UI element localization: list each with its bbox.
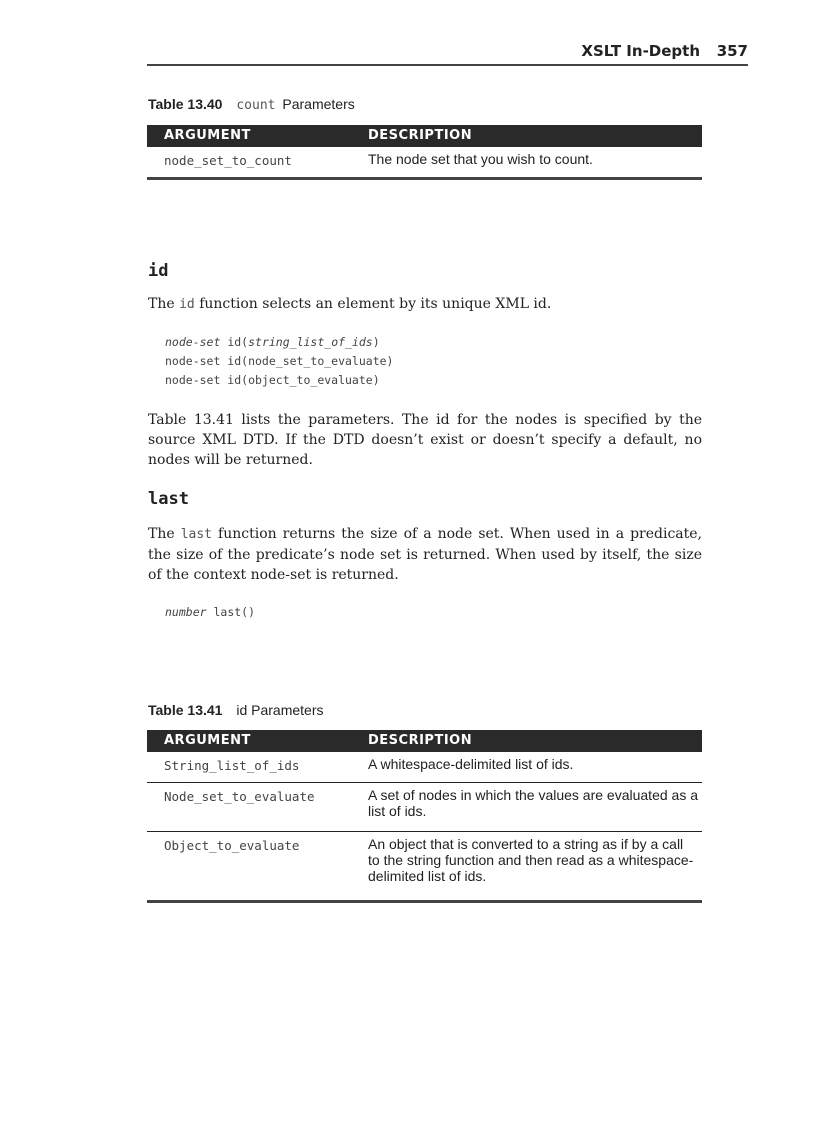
table-13-41 bbox=[147, 730, 702, 903]
last-intro-paragraph bbox=[148, 524, 702, 585]
param-name: string_list_of_ids bbox=[248, 335, 373, 349]
function-call: id( bbox=[227, 335, 249, 349]
table-header bbox=[147, 730, 702, 752]
running-head bbox=[147, 40, 748, 66]
table-number: Table 13.40 bbox=[148, 96, 223, 112]
caption-text: Parameters bbox=[282, 96, 355, 112]
table-13-41-caption bbox=[148, 702, 324, 718]
table-13-40-caption bbox=[148, 96, 355, 113]
row-description: The node set that you wish to count. bbox=[368, 151, 593, 167]
row-description: A set of nodes in which the values are evaluated as a list of ids. bbox=[368, 787, 698, 819]
table-row bbox=[147, 783, 702, 832]
table-13-40 bbox=[147, 125, 702, 180]
id-parameters-paragraph: Table 13.41 lists the parameters. The id for the nodes is specified by the source XML DTD. If the DTD doesn’t exist or doesn’t specify a default, no nodes will be returned. bbox=[148, 412, 702, 468]
function-call: last() bbox=[213, 605, 256, 619]
signature-line bbox=[165, 333, 393, 352]
caption-code: count bbox=[236, 98, 276, 113]
signature-line: node-set id(object_to_evaluate) bbox=[165, 373, 380, 387]
intro-text: function returns the size of a node set. When used in a predicate, the size of the predicate’s node set is returned. When used by itself, the size of the context node-set is returned. bbox=[148, 526, 703, 583]
signature-line: node-set id(node_set_to_evaluate) bbox=[165, 354, 394, 368]
row-description: An object that is converted to a string as if by a call to the string function and then read as a whitespace-delimited list of ids. bbox=[368, 836, 694, 884]
caption-text: id Parameters bbox=[236, 702, 324, 718]
header-description: DESCRIPTION bbox=[368, 733, 473, 748]
inline-code: last bbox=[180, 527, 212, 542]
running-head-title: XSLT In-Depth bbox=[581, 42, 700, 60]
section-heading-id: id bbox=[148, 261, 169, 281]
row-description: A whitespace-delimited list of ids. bbox=[368, 756, 574, 772]
table-row bbox=[147, 832, 702, 903]
table-header bbox=[147, 125, 702, 147]
row-argument: node_set_to_count bbox=[164, 153, 292, 168]
section-heading-last: last bbox=[148, 489, 189, 509]
row-argument: String_list_of_ids bbox=[164, 758, 300, 773]
id-intro-paragraph bbox=[148, 294, 702, 315]
header-argument: ARGUMENT bbox=[164, 733, 251, 748]
id-signatures bbox=[165, 333, 393, 390]
intro-text: The bbox=[148, 296, 180, 312]
return-type: node-set bbox=[165, 335, 221, 349]
header-argument: ARGUMENT bbox=[164, 128, 251, 143]
table-row bbox=[147, 752, 702, 783]
row-argument: Object_to_evaluate bbox=[164, 838, 300, 853]
row-argument: Node_set_to_evaluate bbox=[164, 789, 315, 804]
header-description: DESCRIPTION bbox=[368, 128, 473, 143]
close-paren: ) bbox=[372, 335, 380, 349]
intro-text: function selects an element by its unique XML id. bbox=[194, 296, 552, 312]
return-type: number bbox=[165, 605, 207, 619]
page-number: 357 bbox=[716, 42, 748, 60]
last-signature bbox=[165, 603, 255, 622]
inline-code: id bbox=[179, 297, 195, 312]
intro-text: The bbox=[148, 526, 181, 542]
table-number: Table 13.41 bbox=[148, 702, 223, 718]
table-row bbox=[147, 147, 702, 180]
